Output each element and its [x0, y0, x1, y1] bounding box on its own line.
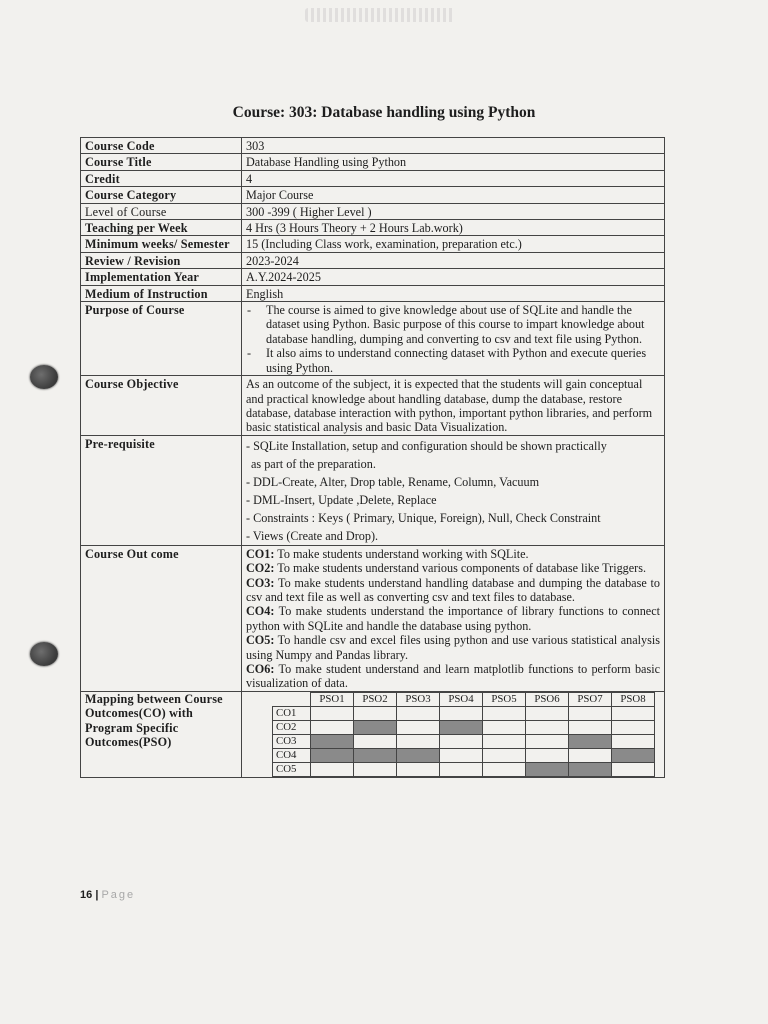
- pso-cell: [397, 720, 440, 734]
- prereq-item: as part of the preparation.: [251, 456, 376, 471]
- page-number: 16: [80, 889, 93, 901]
- purpose-item: - The course is aimed to give knowledge about use of SQLite and handle the dataset using Python. Basic purpose of this course to impart knowledge about database handling, dumping and converting to csv and text file using Python.: [266, 303, 660, 346]
- outcome-item: [246, 662, 660, 691]
- prereq-item: - SQLite Installation, setup and configuration should be shown practically: [246, 438, 607, 453]
- course-table: [80, 137, 665, 778]
- outcome-code: CO3:: [246, 575, 275, 590]
- pso-cell: [440, 706, 483, 720]
- pso-cell: [483, 748, 526, 762]
- row-value: Major Course: [242, 187, 665, 203]
- pso-cell: [569, 706, 612, 720]
- pso-cell: [354, 706, 397, 720]
- pso-header: PSO3: [397, 692, 440, 706]
- info-row: [81, 170, 665, 186]
- pso-cell-shaded: [354, 720, 397, 734]
- pso-cell: [354, 734, 397, 748]
- pso-cell: [311, 706, 354, 720]
- info-row: [81, 252, 665, 268]
- row-label: Course Category: [81, 187, 242, 203]
- outcome-code: CO1:: [246, 546, 275, 561]
- info-row: [81, 269, 665, 285]
- info-row: [81, 220, 665, 236]
- prereq-row: [81, 435, 665, 545]
- outcome-text: To make students understand the importance of library functions to connect python with SQLite and handle the database using python.: [246, 604, 660, 633]
- pso-cell-shaded: [569, 762, 612, 776]
- prereq-item: - DML-Insert, Update ,Delete, Replace: [246, 492, 437, 507]
- page-separator: |: [95, 889, 99, 901]
- pso-cell-shaded: [569, 734, 612, 748]
- outcome-code: CO6:: [246, 661, 275, 676]
- row-value: 4 Hrs (3 Hours Theory + 2 Hours Lab.work): [242, 220, 665, 236]
- info-row: [81, 154, 665, 170]
- pso-cell: [569, 748, 612, 762]
- pso-cell: [526, 734, 569, 748]
- pso-cell: [397, 762, 440, 776]
- pso-header: PSO4: [440, 692, 483, 706]
- pso-cell: [612, 734, 655, 748]
- pso-cell: [526, 720, 569, 734]
- pso-row: [252, 762, 655, 776]
- mapping-row: [81, 691, 665, 777]
- outcome-code: CO5:: [246, 633, 275, 648]
- outcome-text: To handle csv and excel files using python and use various statistical analysis using Numpy and Pandas library.: [246, 633, 660, 662]
- punch-hole: [30, 642, 58, 666]
- row-value: 4: [242, 170, 665, 186]
- pso-corner: [252, 692, 273, 706]
- row-label: Review / Revision: [81, 252, 242, 268]
- pso-cell-shaded: [311, 748, 354, 762]
- pso-cell: [612, 706, 655, 720]
- info-row: [81, 203, 665, 219]
- row-label: Course Title: [81, 154, 242, 170]
- pso-row: [252, 734, 655, 748]
- row-value: 15 (Including Class work, examination, preparation etc.): [242, 236, 665, 252]
- pso-corner: [273, 692, 311, 706]
- outcome-code: CO4:: [246, 604, 275, 619]
- pso-cell-shaded: [397, 748, 440, 762]
- objective-row: [81, 376, 665, 436]
- pso-header: PSO5: [483, 692, 526, 706]
- purpose-list: [246, 303, 660, 375]
- pso-cell: [440, 734, 483, 748]
- scan-smudge: [305, 8, 455, 22]
- pso-spacer: [252, 734, 273, 748]
- pso-cell: [526, 706, 569, 720]
- row-value: A.Y.2024-2025: [242, 269, 665, 285]
- pso-co-label: CO1: [273, 706, 311, 720]
- purpose-value: [242, 302, 665, 376]
- row-label: Implementation Year: [81, 269, 242, 285]
- row-label: Mapping between Course Outcomes(CO) with Program Specific Outcomes(PSO): [81, 691, 242, 777]
- prereq-item: - Views (Create and Drop).: [246, 528, 379, 543]
- outcome-item: [246, 604, 660, 633]
- row-label: Minimum weeks/ Semester: [81, 236, 242, 252]
- pso-co-label: CO4: [273, 748, 311, 762]
- pso-cell: [483, 734, 526, 748]
- pso-row: [252, 706, 655, 720]
- pso-header: PSO8: [612, 692, 655, 706]
- pso-co-label: CO3: [273, 734, 311, 748]
- pso-cell: [569, 720, 612, 734]
- outcome-text: To make students understand working with SQLite.: [277, 546, 529, 561]
- prereq-item: - Constraints : Keys ( Primary, Unique, Foreign), Null, Check Constraint: [246, 510, 601, 525]
- pso-spacer: [252, 706, 273, 720]
- row-value: English: [242, 285, 665, 301]
- pso-spacer: [252, 720, 273, 734]
- pso-cell: [397, 706, 440, 720]
- outcome-item: [246, 561, 660, 575]
- info-row: [81, 236, 665, 252]
- pso-header: PSO6: [526, 692, 569, 706]
- row-label: Level of Course: [81, 203, 242, 219]
- objective-value: As an outcome of the subject, it is expected that the students will gain conceptual and practical knowledge about handling database, dump the database, restore database, database interaction with python, important python libraries, and perform basic statistical analysis and basic Data Visualization.: [242, 376, 665, 436]
- row-label: Course Out come: [81, 545, 242, 691]
- outcome-text: To make students understand handling database and dumping the database to csv and text file as well as converting csv and text files to database.: [246, 575, 660, 604]
- pso-mapping-table: [252, 692, 655, 777]
- outcome-item: [246, 576, 660, 605]
- pso-cell-shaded: [354, 748, 397, 762]
- row-label: Credit: [81, 170, 242, 186]
- pso-cell: [311, 762, 354, 776]
- row-label: Teaching per Week: [81, 220, 242, 236]
- pso-cell: [440, 762, 483, 776]
- pso-spacer: [252, 748, 273, 762]
- row-value: 300 -399 ( Higher Level ): [242, 203, 665, 219]
- page-word: Page: [101, 889, 136, 901]
- outcome-item: [246, 633, 660, 662]
- prereq-item: - DDL-Create, Alter, Drop table, Rename, Column, Vacuum: [246, 474, 540, 489]
- row-label: Medium of Instruction: [81, 285, 242, 301]
- row-label: Course Code: [81, 138, 242, 154]
- outcome-value: [242, 545, 665, 691]
- pso-header: PSO2: [354, 692, 397, 706]
- page-title: Course: 303: Database handling using Python: [232, 104, 536, 121]
- pso-cell-shaded: [311, 734, 354, 748]
- mapping-value: [242, 691, 665, 777]
- purpose-item: - It also aims to understand connecting dataset with Python and execute queries using Python.: [266, 346, 660, 375]
- pso-cell-shaded: [612, 748, 655, 762]
- pso-cell: [612, 720, 655, 734]
- punch-hole: [30, 365, 58, 389]
- pso-cell-shaded: [440, 720, 483, 734]
- pso-cell: [483, 762, 526, 776]
- info-row: [81, 285, 665, 301]
- row-label: Pre-requisite: [81, 435, 242, 545]
- pso-row: [252, 720, 655, 734]
- pso-cell: [397, 734, 440, 748]
- course-info-rows: [81, 138, 665, 302]
- pso-row: [252, 748, 655, 762]
- pso-cell: [311, 720, 354, 734]
- pso-header: PSO1: [311, 692, 354, 706]
- outcome-row: [81, 545, 665, 691]
- row-value: 303: [242, 138, 665, 154]
- pso-co-label: CO5: [273, 762, 311, 776]
- pso-co-label: CO2: [273, 720, 311, 734]
- outcome-code: CO2:: [246, 561, 275, 576]
- pso-header: PSO7: [569, 692, 612, 706]
- page-footer: [80, 889, 135, 901]
- pso-cell: [483, 720, 526, 734]
- pso-cell: [483, 706, 526, 720]
- pso-cell: [612, 762, 655, 776]
- info-row: [81, 187, 665, 203]
- row-value: 2023-2024: [242, 252, 665, 268]
- outcome-text: To make students understand various components of database like Triggers.: [277, 561, 647, 576]
- info-row: [81, 138, 665, 154]
- pso-header-row: [252, 692, 655, 706]
- outcome-item: [246, 547, 660, 561]
- pso-cell: [440, 748, 483, 762]
- pso-spacer: [252, 762, 273, 776]
- row-label: Purpose of Course: [81, 302, 242, 376]
- purpose-row: [81, 302, 665, 376]
- pso-cell: [354, 762, 397, 776]
- row-label: Course Objective: [81, 376, 242, 436]
- pso-cell: [526, 748, 569, 762]
- outcome-text: To make student understand and learn matplotlib functions to perform basic visualization of data.: [246, 661, 661, 691]
- row-value: Database Handling using Python: [242, 154, 665, 170]
- pso-cell-shaded: [526, 762, 569, 776]
- prereq-value: [242, 435, 665, 545]
